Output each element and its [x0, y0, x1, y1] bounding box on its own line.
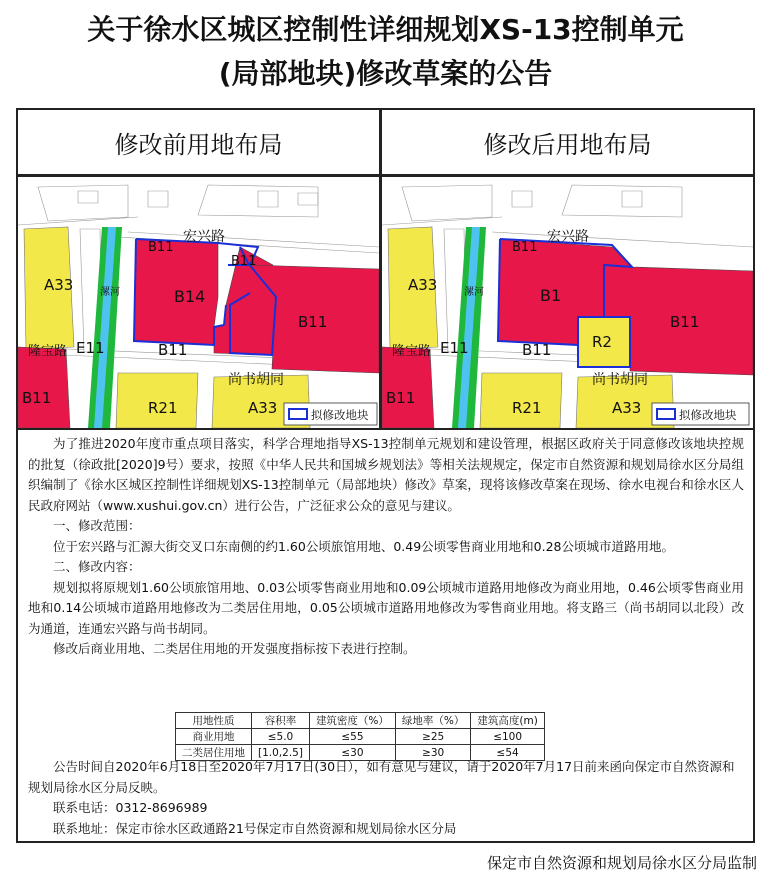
intro-paragraph: 为了推进2020年度市重点项目落实，科学合理地指导XS-13控制单元规划和建设管理，根据区政府关于同意修改该地块控规的批复（徐政批[2020]9号）要求，按照《中华人民共和国城乡规划法》等相关法规规定，保定市自然资源和规划局徐水区分局组织编制了《徐水区城区控制性详细规划XS-13控制单元（局部地块）修改》草案，现将该修改草案在现场、徐水电视台和徐水区人民政府网站（www.xushui.gov.cn）进行公告，广泛征求公众的意见与建议。: [28, 436, 744, 513]
table-cell: ≤100: [471, 729, 544, 745]
table-intro: 修改后商业用地、二类居住用地的开发强度指标按下表进行控制。: [53, 641, 416, 656]
scope-paragraph: 位于宏兴路与汇源大街交叉口东南侧的约1.60公顷旅馆用地、0.49公顷零售商业用地和0.28公顷城市道路用地。: [53, 538, 674, 554]
river-label: 漯河: [464, 287, 484, 298]
table-cell: [1.0,2.5]: [252, 745, 310, 761]
indicator-table: [175, 712, 545, 761]
label-a33: A33: [44, 276, 74, 294]
section-scope-heading: 一、修改范围：: [53, 518, 141, 533]
notice-body: [28, 434, 744, 660]
table-cell: ≤54: [471, 745, 544, 761]
title-line-2: (局部地块)修改草案的公告: [218, 57, 553, 90]
label-b11-right: B11: [670, 313, 700, 331]
label-b11-mid: B11: [231, 254, 257, 269]
road-hongxing: 宏兴路: [547, 229, 589, 245]
table-row: [176, 729, 545, 745]
title-line-1: 关于徐水区城区控制性详细规划XS-13控制单元: [87, 13, 684, 46]
label-a33-bottom: A33: [248, 399, 278, 417]
table-cell: 商业用地: [176, 729, 252, 745]
table-cell: ≤55: [309, 729, 395, 745]
label-r21: R21: [148, 399, 178, 417]
table-cell: ≤5.0: [252, 729, 310, 745]
table-header-row: [176, 713, 545, 729]
notice-title: [0, 8, 771, 96]
table-cell: ≥30: [395, 745, 470, 761]
panel-title-before: 修改前用地布局: [16, 108, 381, 176]
label-r2: R2: [592, 333, 612, 351]
legend-swatch-icon: [657, 409, 675, 419]
label-b11-top: B11: [512, 240, 538, 255]
table-header-cell: 建筑高度(m): [471, 713, 544, 729]
section-content-heading: 二、修改内容：: [53, 559, 141, 574]
label-b11-top: B11: [148, 240, 174, 255]
label-b11-lower: B11: [158, 341, 188, 359]
issuer-signature: 保定市自然资源和规划局徐水区分局监制: [486, 854, 757, 872]
road-shangshu: 尚书胡同: [592, 372, 648, 388]
map-after: [380, 175, 755, 430]
label-b11-right: B11: [298, 313, 328, 331]
content-paragraph: 规划拟将原规划1.60公顷旅馆用地、0.03公顷零售商业用地和0.09公顷城市道路用地修改为商业用地，0.46公顷零售商业用地和0.14公顷城市道路用地修改为二类居住用地，0.05公顷城市道路用地修改为零售商业用地。将支路三（尚书胡同以北段）改为通道，连通宏兴路与尚书胡同。: [28, 579, 744, 636]
road-hongxing: 宏兴路: [183, 229, 225, 245]
label-a33: A33: [408, 276, 438, 294]
label-b14: B14: [174, 287, 206, 306]
label-e11: E11: [76, 339, 105, 357]
river-label: 漯河: [100, 287, 120, 298]
panel-title-after: 修改后用地布局: [380, 108, 755, 176]
table-cell: ≤30: [309, 745, 395, 761]
table-header-cell: 用地性质: [176, 713, 252, 729]
contact-address: 联系地址：保定市徐水区政通路21号保定市自然资源和规划局徐水区分局: [53, 820, 457, 836]
road-longbao: 隆宝路: [28, 344, 68, 359]
notice-footer: [28, 757, 744, 839]
table-header-cell: 建筑密度（%）: [309, 713, 395, 729]
contact-phone: 联系电话：0312-8696989: [53, 800, 208, 815]
table-cell: 二类居住用地: [176, 745, 252, 761]
label-b1: B1: [540, 286, 562, 305]
label-b11-lower: B11: [522, 341, 552, 359]
label-b11-left: B11: [386, 389, 416, 407]
road-shangshu: 尚书胡同: [228, 372, 284, 388]
label-r21: R21: [512, 399, 542, 417]
table-cell: ≥25: [395, 729, 470, 745]
table-header-cell: 容积率: [252, 713, 310, 729]
legend-swatch-icon: [289, 409, 307, 419]
label-e11: E11: [440, 339, 469, 357]
legend-label: 拟修改地块: [311, 408, 369, 422]
period-paragraph: 公告时间自2020年6月18日至2020年7月17日(30日），如有意见与建议，请于2020年7月17日前来函向保定市自然资源和规划局徐水区分局反映。: [28, 759, 735, 795]
legend-label: 拟修改地块: [679, 408, 737, 422]
table-header-cell: 绿地率（%）: [395, 713, 470, 729]
road-longbao: 隆宝路: [392, 344, 432, 359]
label-a33-bottom: A33: [612, 399, 642, 417]
label-b11-left: B11: [22, 389, 52, 407]
map-before: [16, 175, 381, 430]
